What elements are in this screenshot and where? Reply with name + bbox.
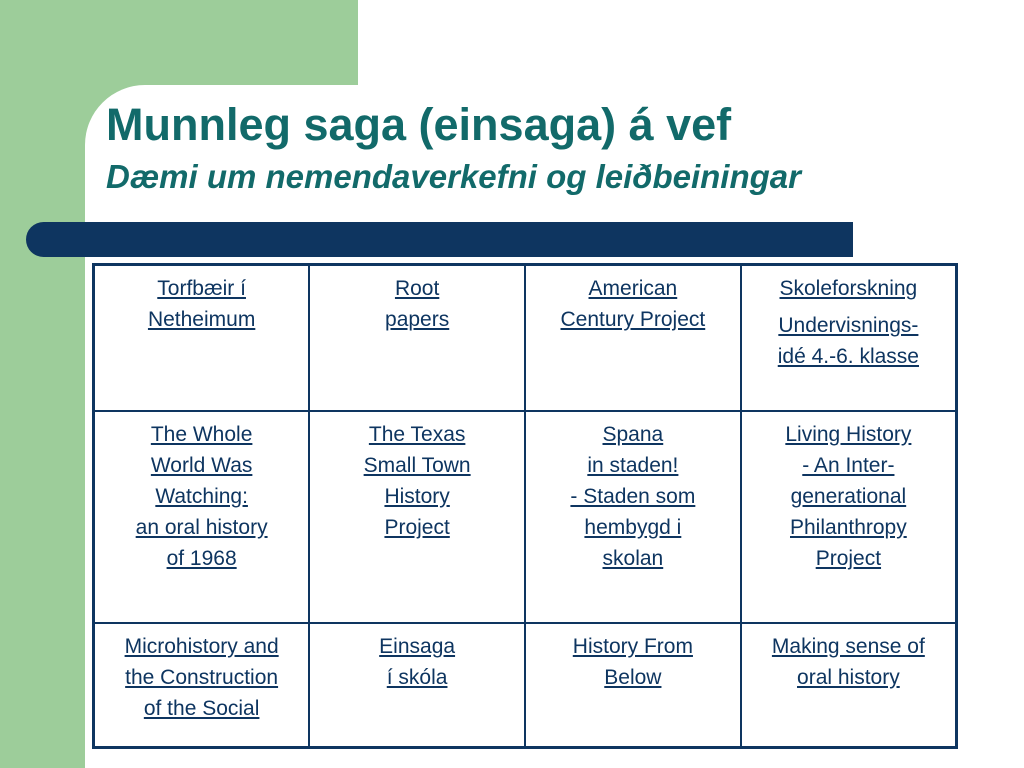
- table-row: [94, 265, 957, 411]
- link-making-sense-of-oral-history[interactable]: Making sense of oral history: [771, 634, 925, 689]
- slide-subtitle: Dæmi um nemendaverkefni og leiðbeiningar: [106, 158, 801, 195]
- slide-title: Munnleg saga (einsaga) á vef: [106, 99, 732, 150]
- link-spana-in-staden[interactable]: Spana in staden! - Staden som hembygd i skolan: [570, 422, 696, 570]
- link-microhistory-construction-social[interactable]: Microhistory and the Construction of the Social: [124, 634, 279, 720]
- link-skoleforskning[interactable]: Skoleforskning: [779, 277, 918, 300]
- table-cell: [741, 265, 957, 411]
- link-texas-small-town-history-project[interactable]: The Texas Small Town History Project: [363, 422, 471, 539]
- link-root-papers[interactable]: Root papers: [385, 277, 450, 331]
- link-living-history[interactable]: Living History - An Inter- generational Philanthropy Project: [785, 422, 912, 570]
- table-cell: [525, 623, 741, 748]
- link-table: [92, 263, 958, 749]
- link-einsaga-i-skola[interactable]: Einsaga í skóla: [379, 634, 456, 689]
- link-torfbaeir-i-netheimum[interactable]: Torfbæir í Netheimum: [147, 277, 256, 331]
- table-cell: [309, 623, 525, 748]
- link-undervisnings-ide[interactable]: Undervisnings- idé 4.-6. klasse: [777, 314, 919, 368]
- table-cell: [94, 265, 310, 411]
- link-american-century-project[interactable]: American Century Project: [560, 277, 706, 331]
- link-the-whole-world-was-watching[interactable]: The Whole World Was Watching: an oral history of 1968: [135, 422, 268, 570]
- table-cell: [94, 411, 310, 623]
- table-row: [94, 411, 957, 623]
- decorative-bar: [26, 222, 853, 257]
- table-cell: [525, 265, 741, 411]
- table-cell: [525, 411, 741, 623]
- link-history-from-below[interactable]: History From Below: [572, 634, 693, 689]
- table-cell: [94, 623, 310, 748]
- table-cell: [741, 623, 957, 748]
- table-cell: [741, 411, 957, 623]
- table-cell: [309, 265, 525, 411]
- table-row: [94, 623, 957, 748]
- table-cell: [309, 411, 525, 623]
